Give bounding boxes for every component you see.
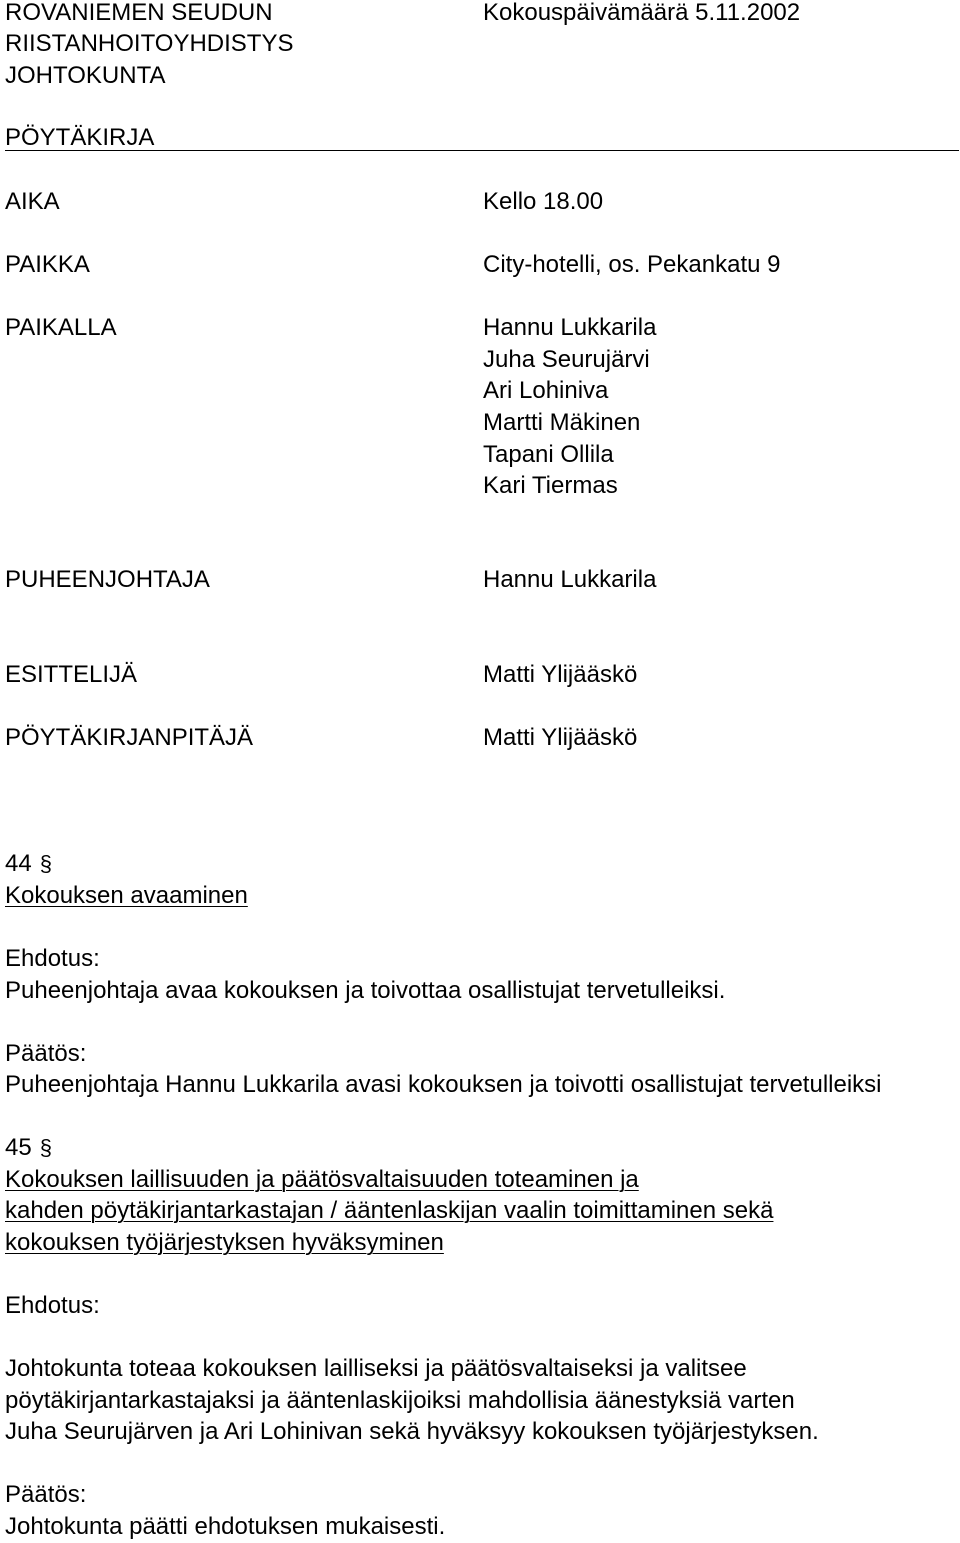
secretary-label: PÖYTÄKIRJANPITÄJÄ (5, 724, 254, 751)
section-45-proposal-line: Juha Seurujärven ja Ari Lohinivan sekä hyväksyy kokouksen työjärjestyksen. (5, 1418, 819, 1445)
aika-label: AIKA (5, 188, 60, 215)
chair-value: Hannu Lukkarila (483, 566, 657, 593)
section-44-title: Kokouksen avaaminen (5, 882, 248, 909)
paikka-value: City-hotelli, os. Pekankatu 9 (483, 251, 781, 278)
section-sign-icon: § (39, 851, 52, 876)
attendee: Hannu Lukkarila (483, 314, 657, 341)
section-45-title-line: kahden pöytäkirjantarkastajan / ääntenlaskijan vaalin toimittaminen sekä (5, 1197, 774, 1224)
header-rule (5, 150, 959, 151)
chair-label: PUHEENJOHTAJA (5, 566, 210, 593)
section-45-heading (5, 1132, 52, 1164)
paikka-label: PAIKKA (5, 251, 90, 278)
section-45-title-line: Kokouksen laillisuuden ja päätösvaltaisuuden toteaminen ja (5, 1166, 639, 1193)
section-45-proposal-line: pöytäkirjantarkastajaksi ja ääntenlaskijoiksi mahdollisia äänestyksiä varten (5, 1387, 795, 1414)
org-name-line1: ROVANIEMEN SEUDUN (5, 0, 273, 26)
section-44-decision-text: Puheenjohtaja Hannu Lukkarila avasi kokouksen ja toivotti osallistujat tervetulleiksi (5, 1071, 882, 1098)
section-44-decision-label: Päätös: (5, 1040, 87, 1067)
section-45-decision-text: Johtokunta päätti ehdotuksen mukaisesti. (5, 1513, 446, 1540)
attendee: Juha Seurujärvi (483, 346, 650, 373)
attendee: Kari Tiermas (483, 472, 618, 499)
secretary-value: Matti Ylijääskö (483, 724, 638, 751)
section-sign-icon: § (39, 1135, 52, 1160)
document-type: PÖYTÄKIRJA (5, 124, 155, 151)
section-44-heading (5, 848, 52, 880)
section-45-proposal-line: Johtokunta toteaa kokouksen lailliseksi ja päätösvaltaiseksi ja valitsee (5, 1355, 747, 1382)
section-44-proposal-label: Ehdotus: (5, 945, 100, 972)
presenter-label: ESITTELIJÄ (5, 661, 138, 688)
meeting-date: Kokouspäivämäärä 5.11.2002 (483, 0, 801, 26)
attendee: Tapani Ollila (483, 441, 614, 468)
paikalla-label: PAIKALLA (5, 314, 117, 341)
section-44-proposal-text: Puheenjohtaja avaa kokouksen ja toivottaa osallistujat tervetulleiksi. (5, 977, 726, 1004)
section-45-proposal-label: Ehdotus: (5, 1292, 100, 1319)
org-name-line2: RIISTANHOITOYHDISTYS (5, 30, 294, 57)
presenter-value: Matti Ylijääskö (483, 661, 638, 688)
section-number: 45 (5, 1134, 32, 1161)
section-45-title-line: kokouksen työjärjestyksen hyväksyminen (5, 1229, 444, 1256)
attendee: Martti Mäkinen (483, 409, 641, 436)
org-name-line3: JOHTOKUNTA (5, 62, 166, 89)
aika-value: Kello 18.00 (483, 188, 604, 215)
section-45-decision-label: Päätös: (5, 1481, 87, 1508)
section-number: 44 (5, 850, 32, 877)
attendee: Ari Lohiniva (483, 377, 609, 404)
